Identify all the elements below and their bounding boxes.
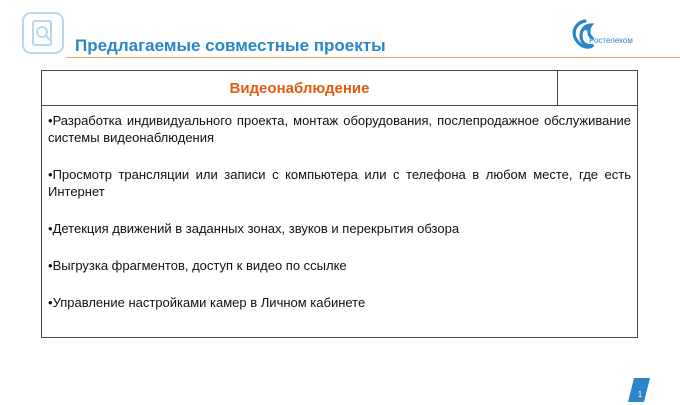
- page-title: Предлагаемые совместные проекты: [75, 36, 386, 55]
- list-item: •Выгрузка фрагментов, доступ к видео по ссылке: [48, 258, 347, 273]
- page-number: 1: [637, 390, 643, 399]
- list-item: •Управление настройками камер в Личном кабинете: [48, 295, 366, 310]
- header-divider: [66, 57, 680, 58]
- logo-text: Ростелеком: [589, 36, 633, 45]
- list-item: •Детекция движений в заданных зонах, звуков и перекрытия обзора: [48, 221, 460, 236]
- table-empty-cell: [558, 71, 638, 106]
- surveillance-document-icon: [20, 10, 66, 56]
- list-item: •Просмотр трансляции или записи с компьютера или с телефона в любом месте, где есть Интернет: [48, 167, 631, 199]
- content-table: [41, 70, 638, 338]
- list-item: •Разработка индивидуального проекта, монтаж оборудования, послепродажное обслуживание системы видеонаблюдения: [48, 113, 631, 145]
- table-items-cell: [42, 106, 638, 338]
- table-heading: Видеонаблюдение: [42, 71, 558, 106]
